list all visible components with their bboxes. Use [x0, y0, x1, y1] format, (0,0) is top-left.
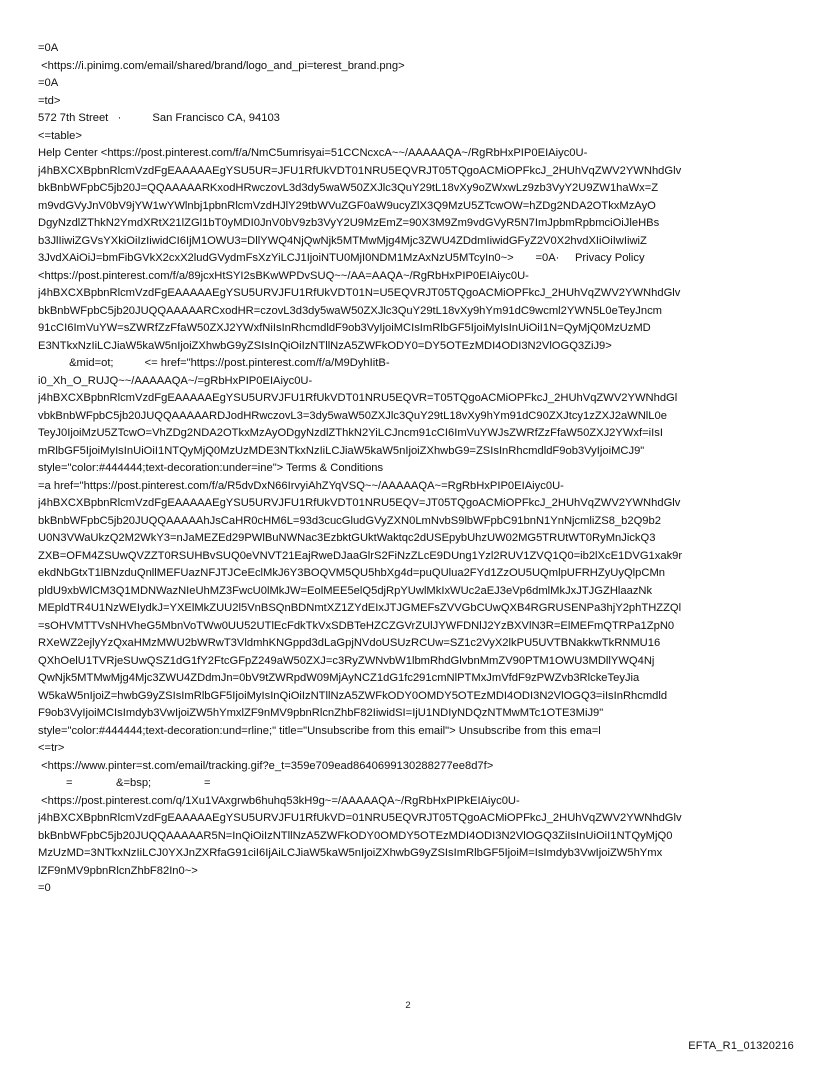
- text-line: MzUzMD=3NTkxNzIiLCJ0YXJnZXRfaG91ciI6IjAiLCJiaW5kaW5nIjoiZXhwbG9yZSIsImRlbGF5IjoiM=IsImdyb3VwIjoiZW5hYmx: [38, 847, 663, 859]
- text-line: Help Center <https://post.pinterest.com/f/a/NmC5umrisyai=51CCNcxcA~~/AAAAAQA~/RgRbHxPIP0EIAiyc0U-: [38, 147, 588, 159]
- text-line: =0A: [38, 42, 59, 54]
- text-line: bkBnbWFpbC5jb20JUQQAAAAAR5N=InQiOiIzNTllNzA5ZWFkODY0OMDY5OTEzMDI4ODI3N2VlOGQ3ZiIsInUiOiI1NTQyMjQ0: [38, 829, 673, 842]
- text-line: bkBnbWFpbC5jb20JUQQAAAAARCxodHR=czovL3d3dy5waW50ZXJlc3QuY29tL18vXy9hYm91dC9wcml2YWN5L0eTeyJncm: [38, 304, 662, 317]
- text-line: E3NTkxNzIiLCJiaW5kaW5nIjoiZXhwbG9yZSIsInQiOiIzNTllNzA5ZWFkODY0=DY5OTEzMDI4ODI3N2VlOGQ3ZiJ9>: [38, 339, 612, 352]
- text-line: <=table>: [38, 129, 82, 142]
- text-line: RXeWZ2ejlyYzQxaHMzMWU2bWRwT3VldmhKNGppd3dLaGpjNVdoUSUzRCUw=SZ1c2VyX2lkPU5UVTBNakkwTkRNMU16: [38, 637, 661, 649]
- text-line: DgyNzdlZThkN2YmdXRtX21lZGl1bT0yMDI0JnV0bV9zb3VyY2U9MzEmZ=90X3M9Zm9vdGVyR5N7ImJpbmRpbmciOiJleHBs: [38, 217, 660, 229]
- text-line: style="color:#444444;text-decoration:und=rline;" title="Unsubscribe from this email"> Unsubscribe from this ema=l: [38, 724, 601, 737]
- text-line: W5kaW5nIjoiZ=hwbG9yZSIsImRlbGF5IjoiMyIsInQiOiIzNTllNzA5ZWFkODY0OMDY5OTEzMDI4ODI3N2VlOGQ3=iIsInRhcmdld: [38, 689, 668, 702]
- page-number: 2: [405, 1000, 411, 1011]
- text-line: j4hBXCXBpbnRlcmVzdFgEAAAAAEgYSU5URVJFU1RfUkVDT01NRU5EQVR=T05TQgoACMiOPFkcJ_2HUhVqZWV2YWNhdGl: [38, 392, 678, 404]
- email-source-text: [38, 40, 778, 898]
- text-line: QXhOelU1TVRjeSUwQSZ1dG1fY2FtcGFpZ249aW50ZXJ=c3RyZWNvbW1lbmRhdGlvbnMmZV90PTM1OWU3MDllYWQ4Nj: [38, 654, 655, 667]
- text-line: 572 7th Street · San Francisco CA, 94103: [38, 112, 280, 124]
- text-line: j4hBXCXBpbnRlcmVzdFgEAAAAAEgYSU5UR=JFU1RfUkVDT01NRU5EQVRJT05TQgoACMiOPFkcJ_2HUhVqZWV2YWNhdGlv: [38, 164, 682, 177]
- text-line: ekdNbGtxT1lBNzduQnllMEFUazNFJTJCeEclMkJ6Y3BOQVM5QU5hbXg4d=puQUlua2FYd1ZzOU5UQmlpUFRHZyUyQlpCMn: [38, 567, 665, 579]
- text-line: =0: [38, 882, 51, 894]
- text-line: bkBnbWFpbC5jb20JUQQAAAAAhJsCaHR0cHM6L=93d3cucGludGVyZXN0LmNvbS9lbWFpbC91bnN1YnNjcmliZS8_b2Q9b2: [38, 514, 661, 527]
- text-line: =sOHVMTTVsNHVheG5MbnVoTWw0UU52UTlEcFdkTkVxSDBTeHZCZGVrZUlJYWFDNlJ2YzBXVlN3R=ElMEFmQTRPa1ZpN0: [38, 619, 675, 632]
- text-line: j4hBXCXBpbnRlcmVzdFgEAAAAAEgYSU5URVJFU1RfUkVDT01N=U5EQVRJT05TQgoACMiOPFkcJ_2HUhVqZWV2YWNhdGlv: [38, 287, 681, 299]
- text-line: TeyJ0IjoiMzU5ZTcwO=VhZDg2NDA2OTkxMzAyODgyNzdlZThkN2YiLCJncm91cCI6ImVuYWJsZWRfZzFfaW50ZXJ2YWxf=iIsI: [38, 427, 663, 439]
- text-line: mRlbGF5IjoiMyIsInUiOiI1NTQyMjQ0MzUzMDE3NTkxNzIiLCJiaW5kaW5nIjoiZXhwbG9=ZSIsInRhcmdldF9ob3VyIjoiMCJ9": [38, 444, 645, 457]
- text-line: ZXB=OFM4ZSUwQVZZT0RSUHBvSUQ0eVNVT21EajRweDJaaGlrS2FiNzZLcE9DUng1Yzl2RUV1ZVQ1Q0=ib2lXcE1DVG1xak9r: [38, 549, 683, 562]
- text-line: <=tr>: [38, 742, 65, 754]
- text-line: =0A: [38, 77, 59, 89]
- text-line: = &=bsp; =: [38, 777, 211, 789]
- text-line: j4hBXCXBpbnRlcmVzdFgEAAAAAEgYSU5URVJFU1RfUkVD=01NRU5EQVRJT05TQgoACMiOPFkcJ_2HUhVqZWV2YWNhdGlv: [38, 812, 682, 824]
- text-line: m9vdGVyJnV0bV9jYW1wYWlnbj1pbnRlcmVzdHJlY29tbWVuZGF0aW9ucyZlX3Q9MzU5ZTcwOW=hZDg2NDA2OTkxMzAyO: [38, 199, 656, 212]
- text-line: F9ob3VyIjoiMCIsImdyb3VwIjoiZW5hYmxlZF9nMV9pbnRlcnZhbF82IiwidSI=IjU1NDIyNDQzNTMwMTc1OTE3MiJ9": [38, 707, 604, 719]
- text-line: <https://post.pinterest.com/q/1Xu1VAxgrwb6huhq53kH9g~=/AAAAAQA~/RgRbHxPIPkEIAiyc0U-: [38, 794, 520, 807]
- text-line: j4hBXCXBpbnRlcmVzdFgEAAAAAEgYSU5URVJFU1RfUkVDT01NRU5EQV=JT05TQgoACMiOPFkcJ_2HUhVqZWV2YWNhdGlv: [38, 497, 681, 509]
- text-line: QwNjk5MTMwMjg4Mjc3ZWU4ZDdmJn=0bV9tZWRpdW09MjAyNCZ1dG1fc291cmNlPTMxJmVfdF9zPWZvb3RlckeTeyJia: [38, 672, 640, 684]
- text-line: style="color:#444444;text-decoration:under=ine"> Terms & Conditions: [38, 462, 384, 474]
- text-line: vbkBnbWFpbC5jb20JUQQAAAAARDJodHRwczovL3=3dy5waW50ZXJlc3QuY29tL18vXy9hYm91dC90ZXJtcy1zZXJ2aWNlL0e: [38, 409, 667, 422]
- text-line: pldU9xbWlCM3Q1MDNWazNIeUhMZ3FwcU0lMkJW=EolMEE5elQ5djRpYUwlMkIxWUc2aEJ3eVp6dmlMkJxJTJGZHlaazNk: [38, 584, 653, 597]
- text-line: U0N3VWaUkzQ2M2WkY3=nJaMEZEd29PWlBuNWNac3EzbktGUktWaktqc2dUSEpybUhzUW02MG5TRUtWT0RyMnJickQ3: [38, 532, 656, 544]
- text-line: MEpldTR4U1NzWEIydkJ=YXElMkZUU2l5VnBSQnBDNmtXZ1ZYdEIxJTJGMEFsZVVGbCUwQXB4RGRUSENPa3hjY2phTHZZQl: [38, 602, 682, 614]
- text-line: =a href="https://post.pinterest.com/f/a/R5dvDxN66IrvyiAhZYqVSQ~~/AAAAAQA~=RgRbHxPIP0EIAiyc0U-: [38, 479, 564, 492]
- text-line: &mid=ot; <= href="https://post.pinterest.com/f/a/M9DyhIitB-: [38, 357, 390, 369]
- text-line: 91cCI6ImVuYW=sZWRfZzFfaW50ZXJ2YWxfNiIsInRhcmdldF9ob3VyIjoiMCIsImRlbGF5IjoiMyIsInUiOiI1N=QyMjQ0MzUzMD: [38, 322, 651, 334]
- text-line: =td>: [38, 94, 61, 107]
- bates-number: EFTA_R1_01320216: [688, 1040, 794, 1052]
- text-line: b3JlIiwiZGVsYXkiOiIzIiwidCI6IjM1OWU3=DllYWQ4NjQwNjk5MTMwMjg4Mjc3ZWU4ZDdmIiwidGFyZ2V0X2hvdXIiOiIwIiwiZ: [38, 234, 647, 247]
- text-line: bkBnbWFpbC5jb20J=QQAAAAARKxodHRwczovL3d3dy5waW50ZXJlc3QuY29tL18vXy9oZWxwLz9zb3VyY2U9ZW1haWx=Z: [38, 182, 659, 194]
- text-line: <https://i.pinimg.com/email/shared/brand/logo_and_pi=terest_brand.png>: [38, 59, 405, 72]
- text-line: <https://post.pinterest.com/f/a/89jcxHtSYI2sBKwWPDvSUQ~~/AA=AAQA~/RgRbHxPIP0EIAiyc0U-: [38, 269, 529, 282]
- text-line: <https://www.pinter=st.com/email/tracking.gif?e_t=359e709ead8640699130288277ee8d7f>: [38, 759, 494, 772]
- text-line: 3JvdXAiOiJ=bmFibGVkX2cxX2ludGVydmFsXzYiLCJ1IjoiNTU0MjI0NDM1MzAxNzU5MTcyIn0~> =0A· Privacy Policy: [38, 252, 645, 264]
- text-line: lZF9nMV9pbnRlcnZhbF82In0~>: [38, 864, 198, 877]
- text-line: i0_Xh_O_RUJQ~~/AAAAAQA~/=gRbHxPIP0EIAiyc0U-: [38, 374, 313, 387]
